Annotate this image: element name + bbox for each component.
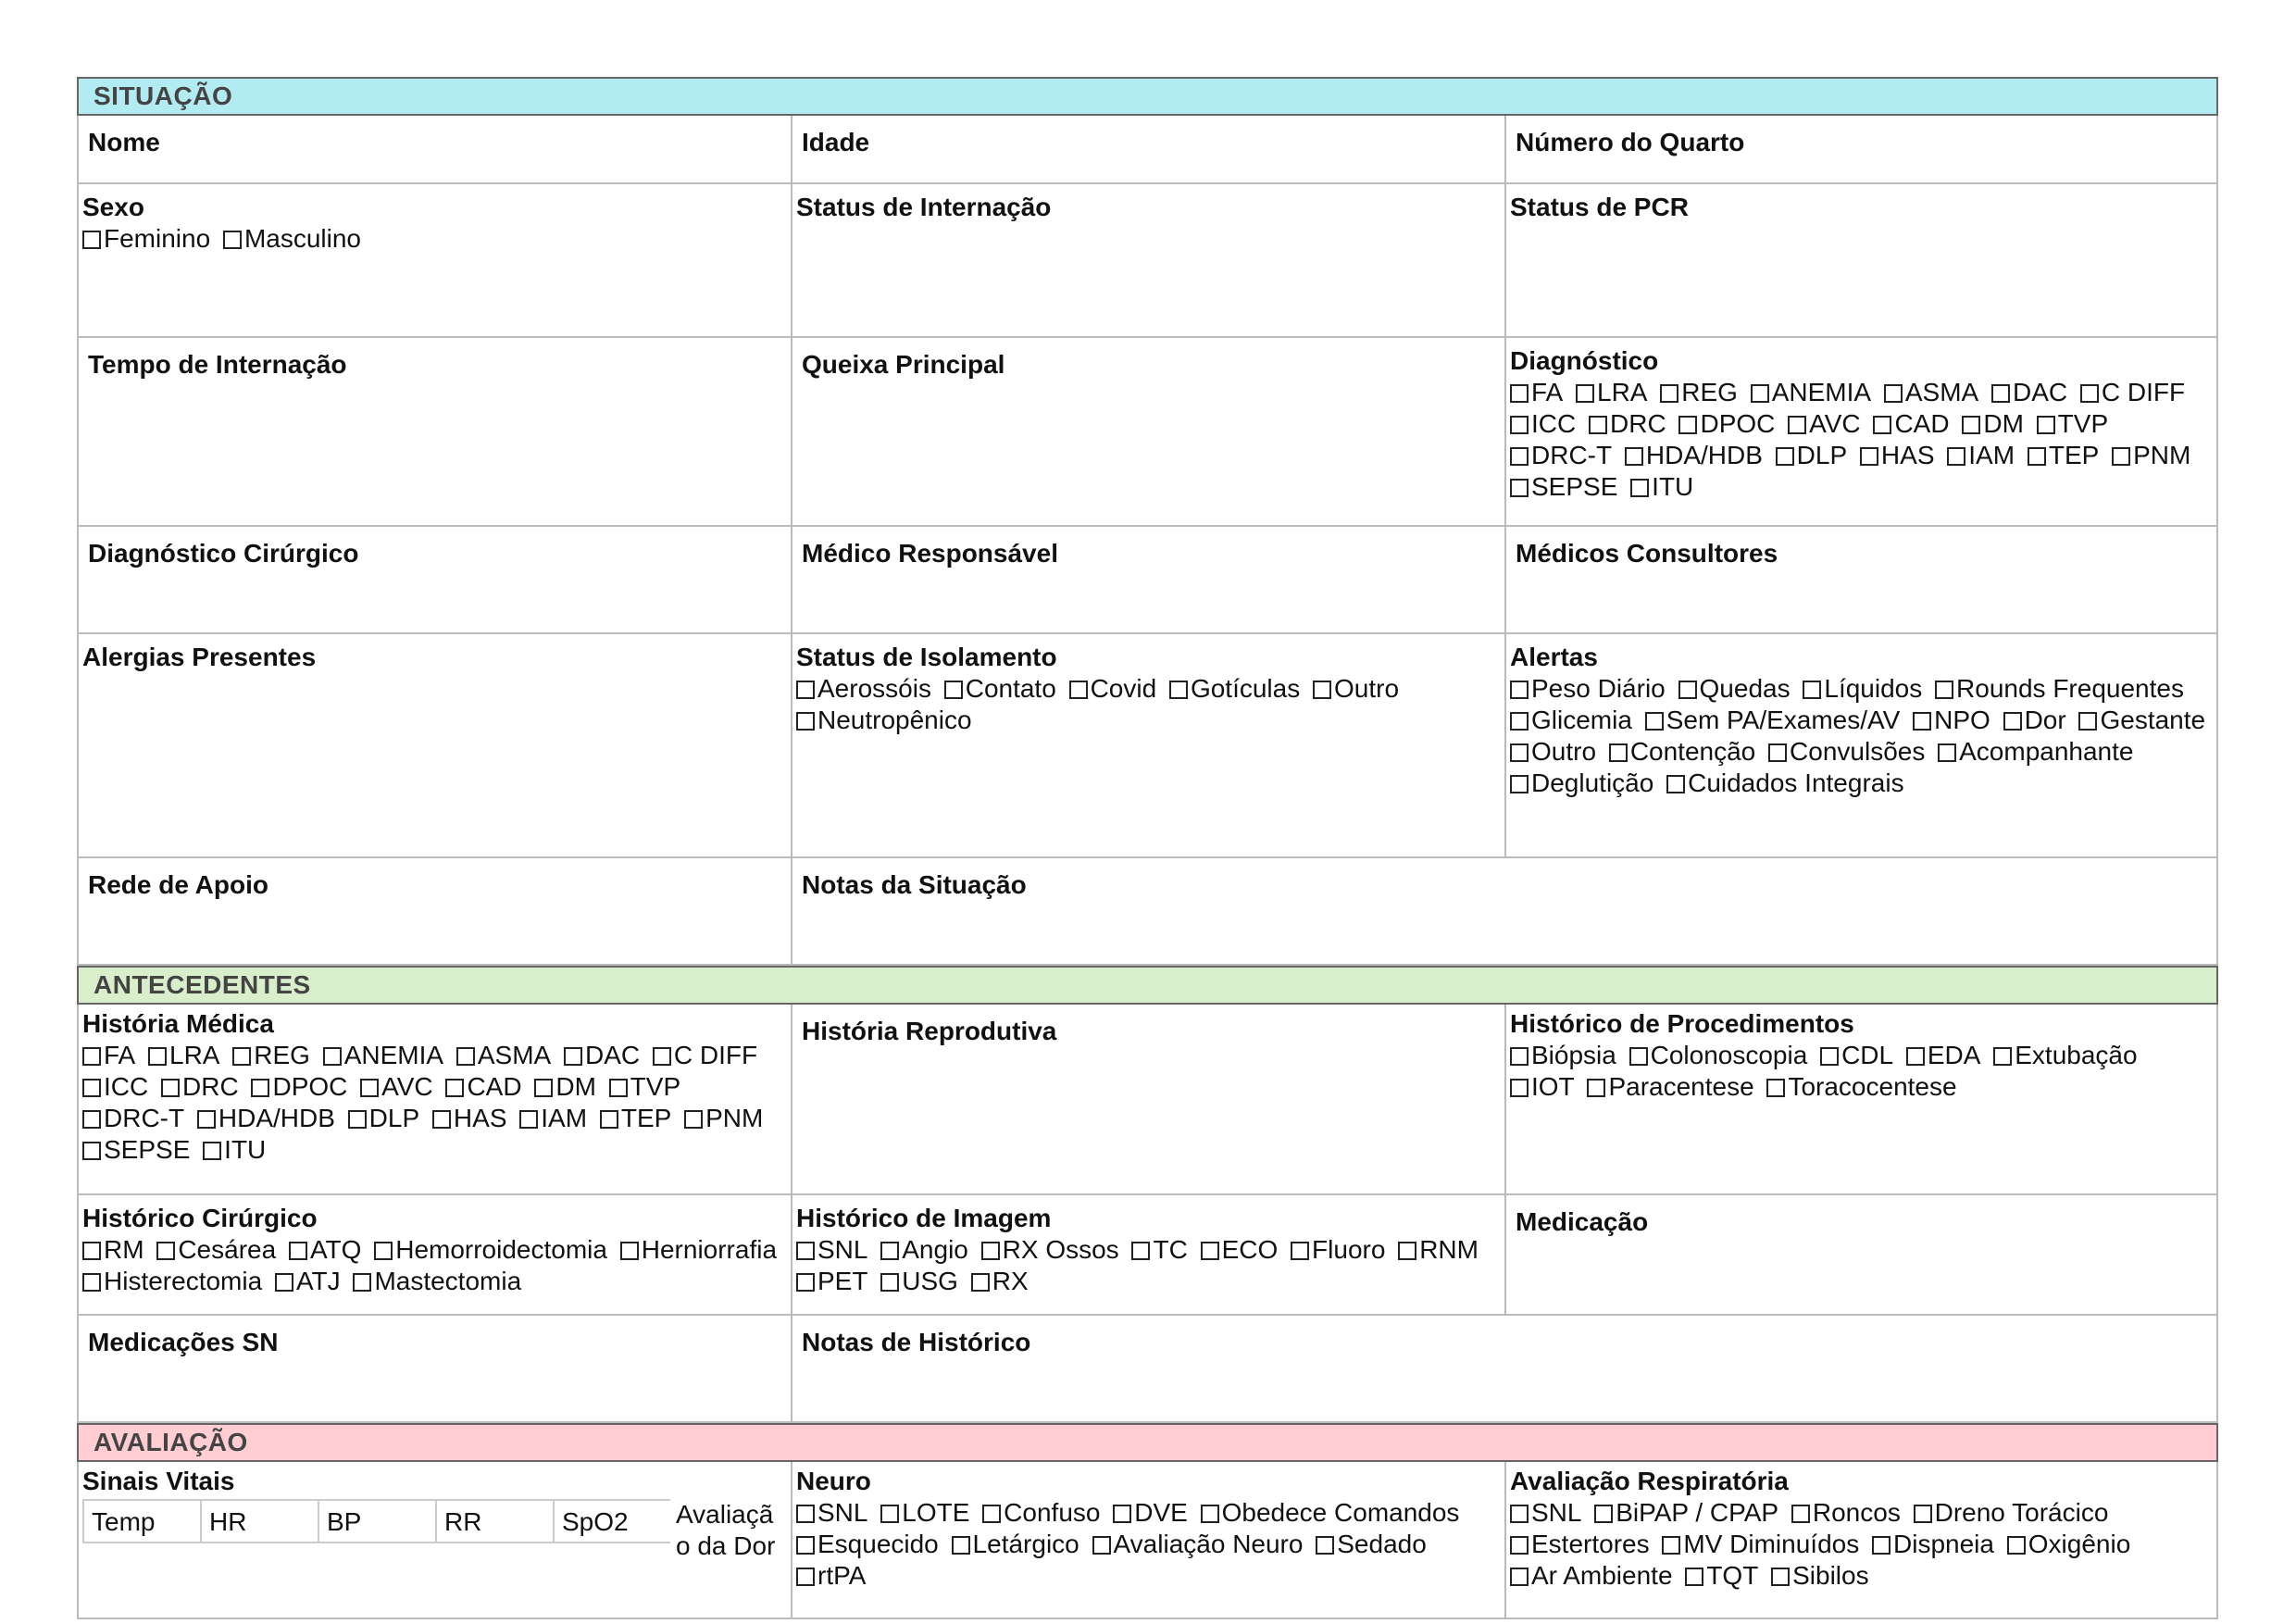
cell-historico-procedimentos bbox=[1504, 1005, 2218, 1195]
checkbox-aerossois[interactable]: Aerossóis bbox=[796, 674, 931, 703]
checkbox-rounds-frequentes[interactable]: Rounds Frequentes bbox=[1935, 674, 2184, 703]
label-diagnostico-cirurgico: Diagnóstico Cirúrgico bbox=[88, 539, 359, 568]
situacao-row-2 bbox=[77, 184, 2218, 338]
checkbox-fa[interactable]: FA bbox=[82, 1041, 135, 1069]
situacao-row-6 bbox=[77, 858, 2218, 966]
checkbox-glicemia[interactable]: Glicemia bbox=[1510, 706, 1632, 734]
checkbox-dlp[interactable]: DLP bbox=[348, 1104, 419, 1132]
checkbox-mastectomia[interactable]: Mastectomia bbox=[353, 1267, 521, 1295]
checkbox-extubacao[interactable]: Extubação bbox=[1993, 1041, 2137, 1069]
checkbox-reg[interactable]: REG bbox=[232, 1041, 310, 1069]
checkbox-oxigenio[interactable]: Oxigênio bbox=[2007, 1530, 2131, 1558]
checkbox-dac[interactable]: DAC bbox=[1991, 378, 2067, 406]
checkbox-outro[interactable]: Outro bbox=[1313, 674, 1399, 703]
label-rede-apoio: Rede de Apoio bbox=[88, 870, 268, 899]
checkbox-tqt[interactable]: TQT bbox=[1685, 1561, 1758, 1590]
cell-numero-quarto[interactable] bbox=[1504, 116, 2218, 184]
cell-medicacao[interactable] bbox=[1504, 1195, 2218, 1316]
label-diagnostico: Diagnóstico bbox=[1510, 346, 1659, 375]
checkbox-pnm[interactable]: PNM bbox=[2112, 441, 2190, 469]
checkbox-tep[interactable]: TEP bbox=[600, 1104, 671, 1132]
handoff-sheet bbox=[77, 77, 2218, 1619]
checkbox-dor[interactable]: Dor bbox=[2003, 706, 2066, 734]
checkbox-group bbox=[1510, 377, 2213, 503]
checkbox-anemia[interactable]: ANEMIA bbox=[1751, 378, 1871, 406]
checkbox-lra[interactable]: LRA bbox=[1576, 378, 1647, 406]
checkbox-rx[interactable]: RX bbox=[971, 1267, 1029, 1295]
checkbox-dpoc[interactable]: DPOC bbox=[251, 1072, 347, 1101]
cell-medicos-consultores[interactable] bbox=[1504, 527, 2218, 634]
section-header-antecedentes: ANTECEDENTES bbox=[77, 966, 2218, 1005]
vitals-col-temp: Temp bbox=[82, 1499, 200, 1543]
label-historia-medica: História Médica bbox=[82, 1009, 274, 1038]
situacao-row-5 bbox=[77, 634, 2218, 858]
checkbox-colonoscopia[interactable]: Colonoscopia bbox=[1629, 1041, 1808, 1069]
cell-rede-apoio[interactable] bbox=[77, 858, 791, 966]
label-numero-quarto: Número do Quarto bbox=[1516, 128, 1745, 156]
checkbox-group bbox=[1510, 1497, 2213, 1592]
checkbox-contato[interactable]: Contato bbox=[944, 674, 1056, 703]
checkbox-dreno-toracico[interactable]: Dreno Torácico bbox=[1914, 1498, 2109, 1527]
checkbox-snl[interactable]: SNL bbox=[1510, 1498, 1581, 1527]
checkbox-itu[interactable]: ITU bbox=[1630, 472, 1693, 501]
cell-idade[interactable] bbox=[791, 116, 1504, 184]
checkbox-has[interactable]: HAS bbox=[1860, 441, 1935, 469]
checkbox-cdl[interactable]: CDL bbox=[1820, 1041, 1893, 1069]
checkbox-c-diff[interactable]: C DIFF bbox=[2080, 378, 2185, 406]
cell-queixa-principal[interactable] bbox=[791, 338, 1504, 527]
cell-notas-situacao[interactable] bbox=[791, 858, 2218, 966]
checkbox-sibilos[interactable]: Sibilos bbox=[1771, 1561, 1868, 1590]
cell-avaliacao-respiratoria bbox=[1504, 1462, 2218, 1619]
checkbox-confuso[interactable]: Confuso bbox=[982, 1498, 1100, 1527]
checkbox-toracocentese[interactable]: Toracocentese bbox=[1766, 1072, 1956, 1101]
checkbox-reg[interactable]: REG bbox=[1660, 378, 1738, 406]
cell-sinais-vitais bbox=[77, 1462, 791, 1619]
checkbox-asma[interactable]: ASMA bbox=[1884, 378, 1978, 406]
checkbox-cad[interactable]: CAD bbox=[1873, 409, 1949, 438]
cell-status-internacao[interactable] bbox=[791, 184, 1504, 338]
vitals-col-hr: HR bbox=[200, 1499, 318, 1543]
label-sinais-vitais: Sinais Vitais bbox=[82, 1467, 235, 1495]
section-header-avaliacao: AVALIAÇÃO bbox=[77, 1423, 2218, 1462]
checkbox-fa[interactable]: FA bbox=[1510, 378, 1563, 406]
checkbox-angio[interactable]: Angio bbox=[880, 1235, 968, 1264]
checkbox-group bbox=[82, 1234, 787, 1297]
checkbox-tc[interactable]: TC bbox=[1131, 1235, 1187, 1264]
checkbox-group bbox=[796, 1497, 1501, 1592]
checkbox-peso-diario[interactable]: Peso Diário bbox=[1510, 674, 1666, 703]
checkbox-hda-hdb[interactable]: HDA/HDB bbox=[1625, 441, 1763, 469]
cell-notas-historico[interactable] bbox=[791, 1316, 2218, 1423]
checkbox-snl[interactable]: SNL bbox=[796, 1498, 867, 1527]
vitals-col-spo2: SpO2 bbox=[553, 1499, 670, 1543]
checkbox-esquecido[interactable]: Esquecido bbox=[796, 1530, 939, 1558]
label-historia-reprodutiva: História Reprodutiva bbox=[802, 1017, 1057, 1045]
checkbox-lra[interactable]: LRA bbox=[148, 1041, 219, 1069]
label-idade: Idade bbox=[802, 128, 870, 156]
checkbox-ar-ambiente[interactable]: Ar Ambiente bbox=[1510, 1561, 1673, 1590]
vitals-col-rr: RR bbox=[435, 1499, 553, 1543]
checkbox-drc-t[interactable]: DRC-T bbox=[1510, 441, 1612, 469]
checkbox-group bbox=[796, 673, 1501, 736]
situacao-row-4 bbox=[77, 527, 2218, 634]
label-status-isolamento: Status de Isolamento bbox=[796, 643, 1057, 671]
checkbox-obedece-comandos[interactable]: Obedece Comandos bbox=[1201, 1498, 1460, 1527]
checkbox-drc-t[interactable]: DRC-T bbox=[82, 1104, 184, 1132]
checkbox-group bbox=[1510, 673, 2213, 799]
checkbox-avc[interactable]: AVC bbox=[360, 1072, 433, 1101]
checkbox-letargico[interactable]: Letárgico bbox=[952, 1530, 1079, 1558]
checkbox-outro[interactable]: Outro bbox=[1510, 737, 1596, 766]
cell-neuro bbox=[791, 1462, 1504, 1619]
checkbox-gestante[interactable]: Gestante bbox=[2078, 706, 2205, 734]
label-medicacoes-sn: Medicações SN bbox=[88, 1328, 279, 1356]
label-historico-cirurgico: Histórico Cirúrgico bbox=[82, 1204, 318, 1232]
label-historico-procedimentos: Histórico de Procedimentos bbox=[1510, 1009, 1854, 1038]
checkbox-hda-hdb[interactable]: HDA/HDB bbox=[197, 1104, 335, 1132]
cell-alertas bbox=[1504, 634, 2218, 858]
vitals-col-bp: BP bbox=[318, 1499, 435, 1543]
antecedentes-row-1 bbox=[77, 1005, 2218, 1195]
checkbox-mv-diminuidos[interactable]: MV Diminuídos bbox=[1662, 1530, 1859, 1558]
label-queixa-principal: Queixa Principal bbox=[802, 350, 1005, 379]
cell-nome[interactable] bbox=[77, 116, 791, 184]
checkbox-tvp[interactable]: TVP bbox=[609, 1072, 680, 1101]
label-status-internacao: Status de Internação bbox=[796, 193, 1052, 221]
cell-historia-reprodutiva[interactable] bbox=[791, 1005, 1504, 1195]
checkbox-tep[interactable]: TEP bbox=[2028, 441, 2099, 469]
cell-historico-cirurgico bbox=[77, 1195, 791, 1316]
checkbox-dm[interactable]: DM bbox=[1962, 409, 2024, 438]
checkbox-rtpa[interactable]: rtPA bbox=[796, 1561, 866, 1590]
label-medicos-consultores: Médicos Consultores bbox=[1516, 539, 1778, 568]
checkbox-sedado[interactable]: Sedado bbox=[1316, 1530, 1427, 1558]
label-medico-responsavel: Médico Responsável bbox=[802, 539, 1058, 568]
checkbox-goticulas[interactable]: Gotículas bbox=[1169, 674, 1300, 703]
checkbox-c-diff[interactable]: C DIFF bbox=[653, 1041, 757, 1069]
checkbox-covid[interactable]: Covid bbox=[1069, 674, 1157, 703]
antecedentes-row-2 bbox=[77, 1195, 2218, 1316]
cell-tempo-internacao[interactable] bbox=[77, 338, 791, 527]
checkbox-biopsia[interactable]: Biópsia bbox=[1510, 1041, 1616, 1069]
checkbox-drc[interactable]: DRC bbox=[1589, 409, 1666, 438]
cell-medico-responsavel[interactable] bbox=[791, 527, 1504, 634]
situacao-row-1 bbox=[77, 116, 2218, 184]
checkbox-iam[interactable]: IAM bbox=[519, 1104, 587, 1132]
checkbox-lote[interactable]: LOTE bbox=[880, 1498, 969, 1527]
label-avaliacao-respiratoria: Avaliação Respiratória bbox=[1510, 1467, 1789, 1495]
vitals-table-header bbox=[82, 1499, 787, 1564]
checkbox-quedas[interactable]: Quedas bbox=[1678, 674, 1791, 703]
checkbox-contencao[interactable]: Contenção bbox=[1609, 737, 1755, 766]
avaliacao-row-1 bbox=[77, 1462, 2218, 1619]
label-notas-historico: Notas de Histórico bbox=[802, 1328, 1031, 1356]
checkbox-fluoro[interactable]: Fluoro bbox=[1291, 1235, 1385, 1264]
cell-historico-imagem bbox=[791, 1195, 1504, 1316]
checkbox-cuidados-integrais[interactable]: Cuidados Integrais bbox=[1666, 768, 1903, 797]
checkbox-herniorrafia[interactable]: Herniorrafia bbox=[620, 1235, 777, 1264]
cell-alergias[interactable] bbox=[77, 634, 791, 858]
label-medicacao: Medicação bbox=[1516, 1207, 1649, 1236]
checkbox-roncos[interactable]: Roncos bbox=[1791, 1498, 1901, 1527]
label-alergias: Alergias Presentes bbox=[82, 643, 317, 671]
situacao-row-3 bbox=[77, 338, 2218, 527]
checkbox-itu[interactable]: ITU bbox=[203, 1135, 266, 1164]
checkbox-masculino[interactable]: Masculino bbox=[223, 224, 361, 253]
checkbox-sepse[interactable]: SEPSE bbox=[82, 1135, 190, 1164]
label-historico-imagem: Histórico de Imagem bbox=[796, 1204, 1052, 1232]
checkbox-dpoc[interactable]: DPOC bbox=[1678, 409, 1775, 438]
checkbox-dve[interactable]: DVE bbox=[1113, 1498, 1188, 1527]
checkbox-liquidos[interactable]: Líquidos bbox=[1803, 674, 1922, 703]
checkbox-asma[interactable]: ASMA bbox=[456, 1041, 551, 1069]
checkbox-group bbox=[82, 223, 787, 255]
checkbox-rm[interactable]: RM bbox=[82, 1235, 144, 1264]
checkbox-iam[interactable]: IAM bbox=[1947, 441, 2015, 469]
checkbox-convulsoes[interactable]: Convulsões bbox=[1768, 737, 1925, 766]
checkbox-bipap-cpap[interactable]: BiPAP / CPAP bbox=[1594, 1498, 1778, 1527]
checkbox-tvp[interactable]: TVP bbox=[2037, 409, 2108, 438]
checkbox-snl[interactable]: SNL bbox=[796, 1235, 867, 1264]
checkbox-dlp[interactable]: DLP bbox=[1776, 441, 1847, 469]
label-neuro: Neuro bbox=[796, 1467, 871, 1495]
checkbox-anemia[interactable]: ANEMIA bbox=[323, 1041, 443, 1069]
label-status-pcr: Status de PCR bbox=[1510, 193, 1689, 221]
cell-historia-medica bbox=[77, 1005, 791, 1195]
checkbox-drc[interactable]: DRC bbox=[161, 1072, 239, 1101]
cell-status-isolamento bbox=[791, 634, 1504, 858]
checkbox-atq[interactable]: ATQ bbox=[289, 1235, 361, 1264]
checkbox-dm[interactable]: DM bbox=[534, 1072, 596, 1101]
checkbox-pet[interactable]: PET bbox=[796, 1267, 867, 1295]
checkbox-group bbox=[796, 1234, 1501, 1297]
checkbox-rx-ossos[interactable]: RX Ossos bbox=[981, 1235, 1119, 1264]
checkbox-histerectomia[interactable]: Histerectomia bbox=[82, 1267, 262, 1295]
checkbox-feminino[interactable]: Feminino bbox=[82, 224, 210, 253]
checkbox-avc[interactable]: AVC bbox=[1788, 409, 1861, 438]
checkbox-sem-pa-exames-av[interactable]: Sem PA/Exames/AV bbox=[1645, 706, 1901, 734]
checkbox-dac[interactable]: DAC bbox=[564, 1041, 640, 1069]
label-tempo-internacao: Tempo de Internação bbox=[88, 350, 347, 379]
checkbox-dispneia[interactable]: Dispneia bbox=[1872, 1530, 1994, 1558]
checkbox-estertores[interactable]: Estertores bbox=[1510, 1530, 1650, 1558]
checkbox-acompanhante[interactable]: Acompanhante bbox=[1938, 737, 2133, 766]
cell-diagnostico bbox=[1504, 338, 2218, 527]
checkbox-usg[interactable]: USG bbox=[880, 1267, 958, 1295]
cell-diagnostico-cirurgico[interactable] bbox=[77, 527, 791, 634]
antecedentes-row-3 bbox=[77, 1316, 2218, 1423]
label-sexo: Sexo bbox=[82, 193, 144, 221]
checkbox-iot[interactable]: IOT bbox=[1510, 1072, 1575, 1101]
checkbox-icc[interactable]: ICC bbox=[1510, 409, 1576, 438]
checkbox-hemorroidectomia[interactable]: Hemorroidectomia bbox=[374, 1235, 607, 1264]
checkbox-icc[interactable]: ICC bbox=[82, 1072, 148, 1101]
checkbox-atj[interactable]: ATJ bbox=[275, 1267, 341, 1295]
checkbox-group bbox=[82, 1040, 787, 1166]
checkbox-sepse[interactable]: SEPSE bbox=[1510, 472, 1617, 501]
cell-status-pcr[interactable] bbox=[1504, 184, 2218, 338]
checkbox-cesarea[interactable]: Cesárea bbox=[156, 1235, 276, 1264]
checkbox-cad[interactable]: CAD bbox=[445, 1072, 521, 1101]
checkbox-pnm[interactable]: PNM bbox=[684, 1104, 763, 1132]
checkbox-degluticao[interactable]: Deglutição bbox=[1510, 768, 1653, 797]
checkbox-group bbox=[1510, 1040, 2213, 1103]
checkbox-has[interactable]: HAS bbox=[432, 1104, 507, 1132]
checkbox-eda[interactable]: EDA bbox=[1906, 1041, 1981, 1069]
checkbox-neutropenico[interactable]: Neutropênico bbox=[796, 706, 972, 734]
cell-sexo bbox=[77, 184, 791, 338]
vitals-col-avaliacao-dor: Avaliação da Dor bbox=[676, 1500, 776, 1560]
cell-medicacoes-sn[interactable] bbox=[77, 1316, 791, 1423]
checkbox-eco[interactable]: ECO bbox=[1201, 1235, 1279, 1264]
checkbox-npo[interactable]: NPO bbox=[1913, 706, 1990, 734]
label-alertas: Alertas bbox=[1510, 643, 1598, 671]
label-nome: Nome bbox=[88, 128, 160, 156]
section-header-situacao: SITUAÇÃO bbox=[77, 77, 2218, 116]
checkbox-rnm[interactable]: RNM bbox=[1398, 1235, 1479, 1264]
checkbox-avaliacao-neuro[interactable]: Avaliação Neuro bbox=[1092, 1530, 1304, 1558]
checkbox-paracentese[interactable]: Paracentese bbox=[1587, 1072, 1753, 1101]
label-notas-situacao: Notas da Situação bbox=[802, 870, 1027, 899]
